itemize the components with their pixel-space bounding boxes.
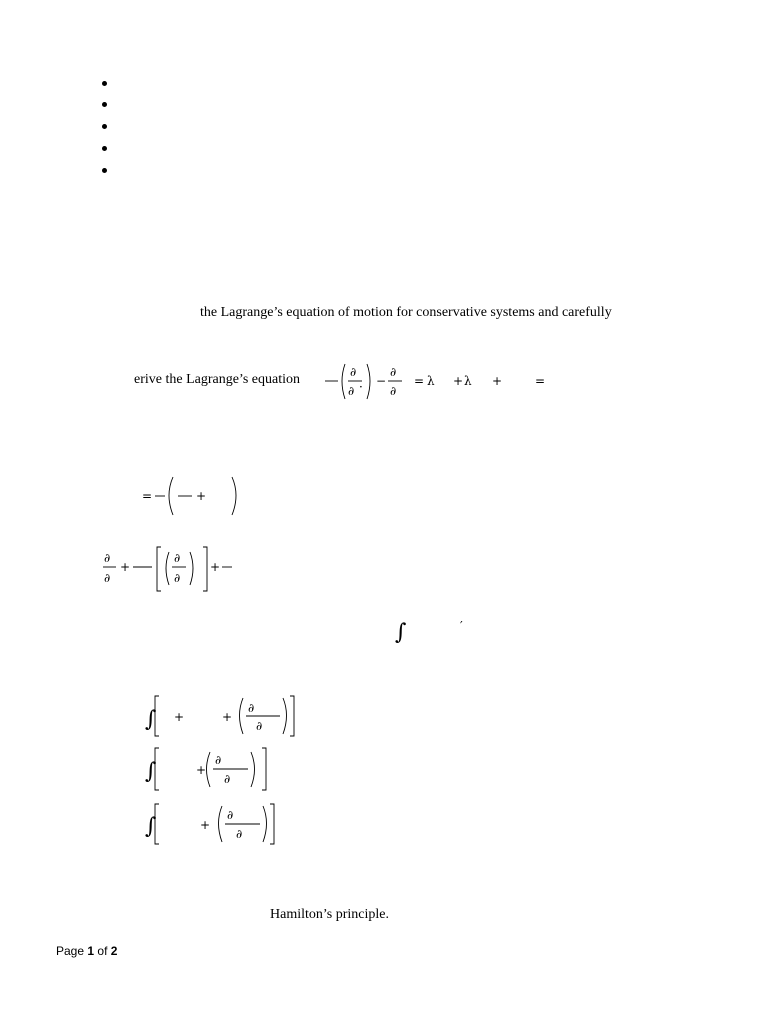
plus-sign: + — [210, 560, 221, 574]
current-page: 1 — [87, 944, 95, 958]
left-paren — [166, 552, 169, 585]
left-paren — [169, 477, 173, 515]
right-paren — [251, 752, 255, 787]
partial-symbol: ∂ — [348, 384, 355, 398]
hamilton-principle-text: Hamilton’s principle. — [270, 907, 389, 922]
partial-symbol: ∂ — [174, 551, 181, 565]
integral-sign: ∫ — [395, 620, 407, 645]
equals-sign: = — [142, 489, 153, 503]
right-paren — [263, 806, 267, 842]
right-paren — [367, 364, 370, 399]
partial-symbol: ∂ — [248, 701, 255, 715]
partial-symbol: ∂ — [215, 753, 222, 767]
left-paren — [207, 752, 211, 787]
minus-sign: − — [376, 374, 387, 388]
right-paren — [190, 552, 193, 585]
integral-block — [140, 690, 310, 850]
right-paren — [232, 477, 236, 515]
right-bracket — [203, 547, 207, 591]
plus-sign: + — [492, 374, 503, 388]
partial-symbol: ∂ — [224, 772, 231, 786]
plus-sign: + — [453, 374, 464, 388]
partial-symbol: ∂ — [350, 365, 357, 379]
page-number — [56, 944, 117, 958]
left-paren — [219, 806, 223, 842]
total-pages: 2 — [110, 944, 118, 958]
equation-line-2 — [100, 545, 250, 597]
lambda-symbol: λ — [464, 374, 472, 388]
derive-label-text: erive the Lagrange’s equation — [134, 372, 300, 387]
partial-symbol: ∂ — [390, 384, 397, 398]
equation-line-1 — [140, 474, 250, 520]
dot-symbol: · — [359, 380, 363, 394]
prime-symbol: ′ — [460, 619, 463, 633]
bullet-item — [102, 81, 107, 86]
integral-sign: ∫ — [145, 759, 157, 784]
equals-sign: = — [414, 374, 425, 388]
plus-sign: + — [196, 763, 207, 777]
plus-sign: + — [120, 560, 131, 574]
bullet-item — [102, 124, 107, 129]
partial-symbol: ∂ — [390, 365, 397, 379]
plus-sign: + — [174, 710, 185, 724]
lagrange-equation — [320, 356, 560, 406]
right-bracket — [262, 748, 266, 790]
left-paren — [342, 364, 345, 399]
equals-sign: = — [535, 374, 546, 388]
integral-sign: ∫ — [145, 814, 157, 839]
partial-symbol: ∂ — [104, 571, 111, 585]
right-bracket — [270, 804, 274, 844]
partial-symbol: ∂ — [236, 827, 243, 841]
bullet-item — [102, 146, 107, 151]
bullet-item — [102, 168, 107, 173]
of-word: of — [97, 944, 108, 958]
plus-sign: + — [222, 710, 233, 724]
partial-symbol: ∂ — [174, 571, 181, 585]
partial-symbol: ∂ — [227, 808, 234, 822]
page-word: Page — [56, 944, 85, 958]
lagrange-intro-text: the Lagrange’s equation of motion for conservative systems and carefully — [200, 305, 612, 320]
partial-symbol: ∂ — [256, 719, 263, 733]
right-bracket — [290, 696, 294, 736]
integral-line — [392, 614, 482, 646]
left-paren — [240, 698, 244, 734]
left-bracket — [157, 547, 161, 591]
plus-sign: + — [200, 818, 211, 832]
integral-sign: ∫ — [145, 707, 157, 732]
right-paren — [283, 698, 287, 734]
bullet-item — [102, 102, 107, 107]
lambda-symbol: λ — [427, 374, 435, 388]
partial-symbol: ∂ — [104, 551, 111, 565]
plus-sign: + — [196, 489, 207, 503]
